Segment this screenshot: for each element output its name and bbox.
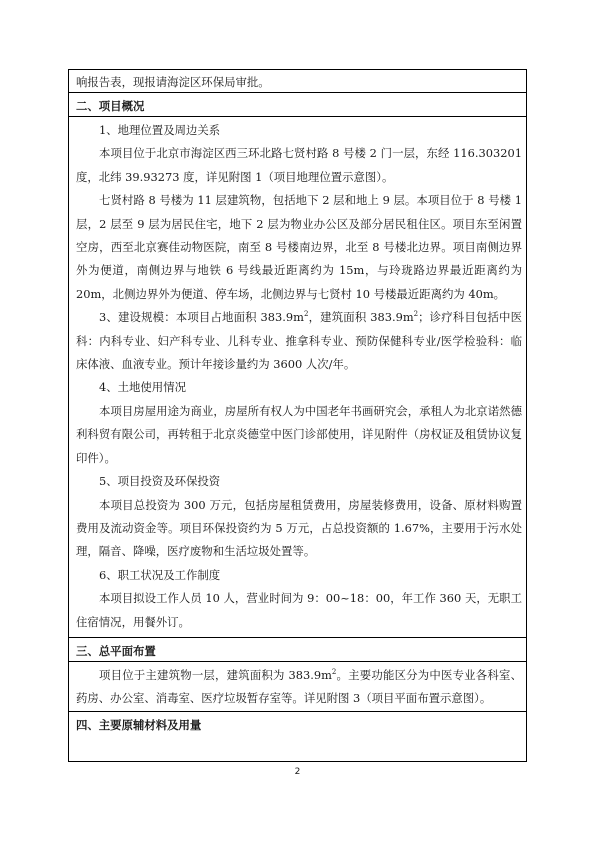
subsection-title: 1、地理位置及周边关系 (99, 123, 221, 137)
cell-intro (76, 71, 522, 94)
superscript: 2 (331, 668, 337, 676)
cell-section-2-title (76, 95, 522, 118)
superscript: 2 (303, 310, 309, 319)
section-title: 二、项目概况 (76, 99, 145, 113)
paragraph: 本项目位于北京市海淀区西三环北路七贤村路 8 号楼 2 门一层，东经 116.303201 度，北纬 39.93273 度，详见附图 1（项目地理位置示意图）。 (76, 146, 522, 184)
text-run: ，建筑面积 383.9m (308, 310, 414, 325)
superscript: 2 (413, 310, 419, 319)
paragraph: 本项目总投资为 300 万元，包括房屋租赁费用，房屋装修费用，设备、原材料购置费用及流动资金等。项目环保投资约为 5 万元，占总投资额的 1.67%，主要用于污水处理，隔音、降噪，医疗废物和生活垃圾处置等。 (76, 497, 522, 559)
cell-section-4-title (76, 714, 522, 737)
cell-section-2-body (76, 119, 522, 634)
text-run: ；诊疗科目包括中医科：内科专业、妇产科专业、儿科专业、推拿科专业、预防保健科专业/医学检验科：临床体液、血液专业。预计年接诊量约为 3600 人次/年。 (76, 310, 522, 372)
paragraph-layout (76, 664, 522, 711)
cell-section-3-body (76, 664, 522, 711)
document-table-frame (68, 69, 527, 762)
text-run: 项目位于主建筑物一层，建筑面积为 383.9m (99, 668, 332, 682)
paragraph: 响报告表，现报请海淀区环保局审批。 (76, 75, 270, 89)
text-run: 。主要功能区分为中医专业各科室、药房、办公室、消毒室、医疗垃圾暂存室等。详见附图 3（项目平面布置示意图）。 (76, 668, 522, 706)
subsection-title: 6、职工状况及工作制度 (99, 567, 221, 582)
section-title: 三、总平面布置 (76, 644, 156, 658)
subsection-title: 4、土地使用情况 (99, 380, 186, 395)
paragraph: 七贤村路 8 号楼为 11 层建筑物，包括地下 2 层和地上 9 层。本项目位于 8 号楼 1 层，2 层至 9 层为居民住宅，地下 2 层为物业办公区及部分居民租住区。项目东至闲置空房，西至北京赛佳动物医院，南至 8 号楼南边界，北至 8 号楼北边界。项目南侧边界外为便道，南侧边界与地铁 6 号线最近距离约为 15m，与玲珑路边界最近距离约为 20m，北侧边界外为便道、停车场，北侧边界与七贤村 10 号楼最近距离约为 40m。 (76, 193, 522, 301)
section-title: 四、主要原辅材料及用量 (76, 718, 202, 732)
paragraph: 本项目拟设工作人员 10 人，营业时间为 9：00~18：00，年工作 360 天，无职工住宿情况，用餐外订。 (76, 591, 522, 629)
text-run: 3、建设规模：本项目占地面积 383.9m (99, 310, 304, 325)
paragraph-construction-scale (76, 306, 522, 376)
row-divider (69, 711, 526, 712)
row-divider (69, 637, 526, 638)
cell-section-3-title (76, 640, 522, 663)
paragraph: 本项目房屋用途为商业，房屋所有权人为中国老年书画研究会，承租人为北京诺然德利科贸有限公司，再转租于北京炎德堂中医门诊部使用，详见附件（房权证及租赁协议复印件）。 (76, 403, 522, 465)
subsection-title: 5、项目投资及环保投资 (99, 474, 221, 489)
page-number: 2 (294, 767, 301, 777)
